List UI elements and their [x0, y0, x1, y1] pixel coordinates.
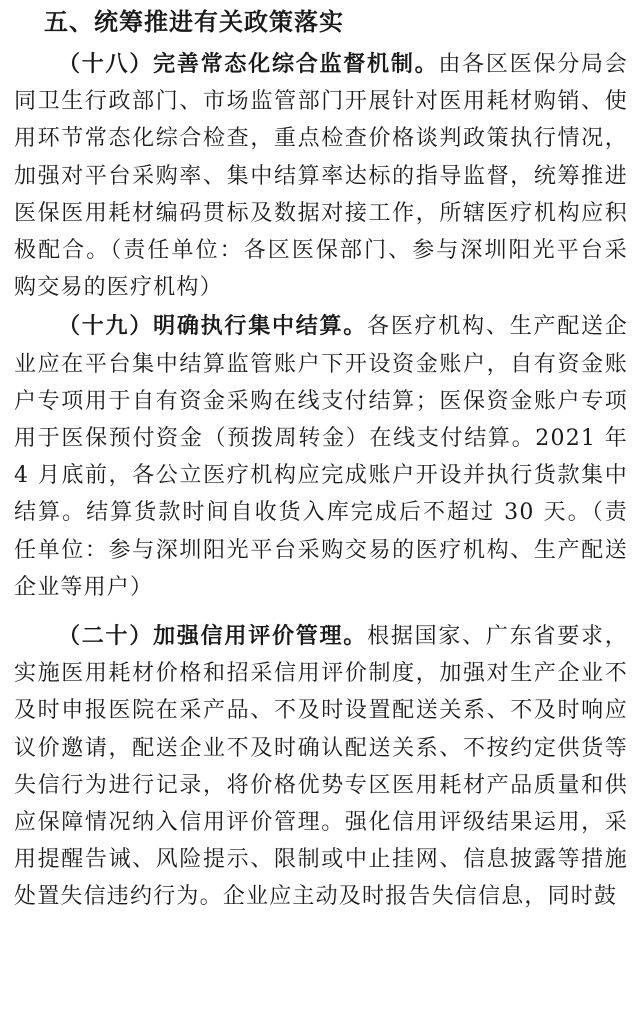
paragraph-18-title: （十八）完善常态化综合监督机制。 — [58, 52, 439, 77]
paragraph-19 — [14, 308, 628, 606]
paragraph-19-title: （十九）明确执行集中结算。 — [58, 314, 368, 340]
paragraph-20 — [14, 618, 628, 916]
paragraph-18-body: 由各区医保分局会同卫生行政部门、市场监管部门开展针对医用耗材购销、使用环节常态化综合检查，重点检查价格谈判政策执行情况，加强对平台采购率、集中结算率达标的指导监督，统筹推进医保医用耗材编码贯标及数据对接工作，所辖医疗机构应积极配合。（责任单位：各区医保部门、参与深圳阳光平台采购交易的医疗机构） — [14, 52, 628, 301]
paragraph-20-body: 根据国家、广东省要求，实施医用耗材价格和招采信用评价制度，加强对生产企业不及时申报医院在采产品、不及时设置配送关系、不及时响应议价邀请，配送企业不及时确认配送关系、不按约定供货等失信行为进行记录，将价格优势专区医用耗材产品质量和供应保障情况纳入信用评价管理。强化信用评级结果运用，采用提醒告诫、风险提示、限制或中止挂网、信息披露等措施处置失信违约行为。企业应主动及时报告失信信息，同时鼓 — [14, 624, 628, 910]
section-heading: 五、统筹推进有关政策落实 — [44, 8, 344, 36]
paragraph-18 — [14, 46, 628, 306]
paragraph-20-title: （二十）加强信用评价管理。 — [58, 624, 368, 650]
paragraph-19-body: 各医疗机构、生产配送企业应在平台集中结算监管账户下开设资金账户，自有资金账户专项用于自有资金采购在线支付结算；医保资金账户专项用于医保预付资金（预拨周转金）在线支付结算。2021 年 4 月底前，各公立医疗机构应完成账户开设并执行货款集中结算。结算货款时间自收货入库完成后不超过 30 天。（责任单位：参与深圳阳光平台采购交易的医疗机构、生产配送企业等用户） — [14, 314, 628, 600]
